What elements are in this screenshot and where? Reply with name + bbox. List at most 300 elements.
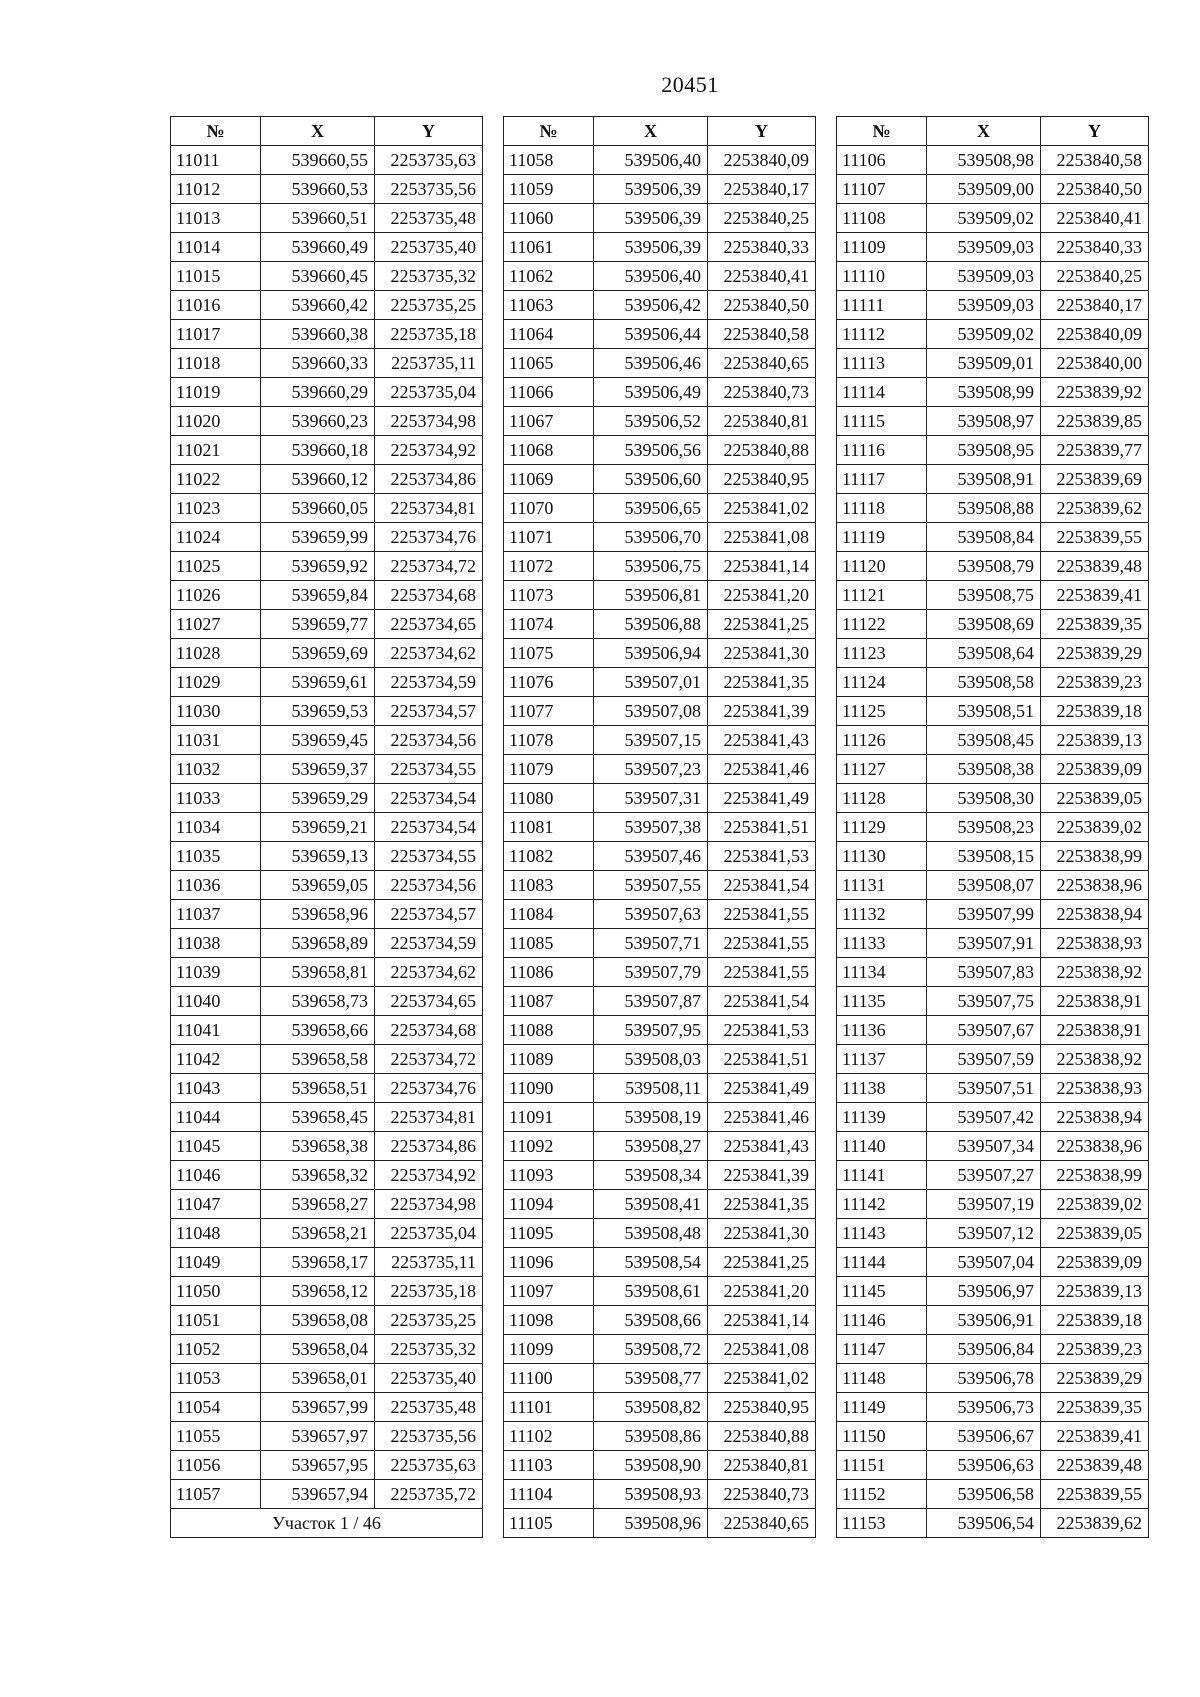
point-number-cell: 11015 xyxy=(171,262,261,291)
point-number-cell: 11057 xyxy=(171,1480,261,1509)
point-number-cell: 11048 xyxy=(171,1219,261,1248)
y-coordinate-cell: 2253735,18 xyxy=(375,1277,483,1306)
table-row xyxy=(837,523,1149,552)
y-coordinate-cell: 2253735,48 xyxy=(375,1393,483,1422)
point-number-cell: 11121 xyxy=(837,581,927,610)
point-number-cell: 11111 xyxy=(837,291,927,320)
y-coordinate-cell: 2253734,76 xyxy=(375,1074,483,1103)
table-row xyxy=(837,581,1149,610)
y-coordinate-cell: 2253839,35 xyxy=(1041,1393,1149,1422)
point-number-cell: 11022 xyxy=(171,465,261,494)
point-number-cell: 11103 xyxy=(504,1451,594,1480)
x-coordinate-cell: 539660,51 xyxy=(261,204,375,233)
x-coordinate-cell: 539508,61 xyxy=(594,1277,708,1306)
table-row xyxy=(837,697,1149,726)
point-number-cell: 11078 xyxy=(504,726,594,755)
y-coordinate-cell: 2253735,48 xyxy=(375,204,483,233)
y-coordinate-cell: 2253839,09 xyxy=(1041,755,1149,784)
table-row xyxy=(504,407,816,436)
table-row xyxy=(504,233,816,262)
x-coordinate-cell: 539506,46 xyxy=(594,349,708,378)
table-row xyxy=(504,1277,816,1306)
point-number-cell: 11030 xyxy=(171,697,261,726)
y-coordinate-cell: 2253839,48 xyxy=(1041,552,1149,581)
point-number-cell: 11115 xyxy=(837,407,927,436)
point-number-cell: 11112 xyxy=(837,320,927,349)
point-number-cell: 11039 xyxy=(171,958,261,987)
table-row xyxy=(837,668,1149,697)
y-coordinate-cell: 2253734,56 xyxy=(375,871,483,900)
point-number-cell: 11133 xyxy=(837,929,927,958)
y-coordinate-cell: 2253734,86 xyxy=(375,1132,483,1161)
y-coordinate-cell: 2253840,88 xyxy=(708,436,816,465)
y-coordinate-cell: 2253734,55 xyxy=(375,755,483,784)
y-coordinate-cell: 2253841,08 xyxy=(708,1335,816,1364)
point-number-cell: 11132 xyxy=(837,900,927,929)
table-row xyxy=(504,871,816,900)
point-number-cell: 11137 xyxy=(837,1045,927,1074)
y-coordinate-cell: 2253734,81 xyxy=(375,1103,483,1132)
point-number-cell: 11029 xyxy=(171,668,261,697)
y-coordinate-cell: 2253840,25 xyxy=(1041,262,1149,291)
y-coordinate-cell: 2253840,58 xyxy=(708,320,816,349)
point-number-cell: 11021 xyxy=(171,436,261,465)
table-row xyxy=(171,784,483,813)
y-coordinate-cell: 2253735,63 xyxy=(375,146,483,175)
table-row xyxy=(171,233,483,262)
point-number-cell: 11138 xyxy=(837,1074,927,1103)
point-number-cell: 11099 xyxy=(504,1335,594,1364)
y-coordinate-cell: 2253838,96 xyxy=(1041,1132,1149,1161)
x-coordinate-cell: 539508,91 xyxy=(927,465,1041,494)
y-coordinate-cell: 2253840,17 xyxy=(708,175,816,204)
y-coordinate-cell: 2253734,59 xyxy=(375,668,483,697)
table-row xyxy=(837,1016,1149,1045)
x-coordinate-cell: 539508,23 xyxy=(927,813,1041,842)
point-number-cell: 11085 xyxy=(504,929,594,958)
x-coordinate-cell: 539506,63 xyxy=(927,1451,1041,1480)
table-row xyxy=(171,1074,483,1103)
y-coordinate-cell: 2253841,08 xyxy=(708,523,816,552)
table-row xyxy=(837,552,1149,581)
point-number-cell: 11017 xyxy=(171,320,261,349)
point-number-cell: 11052 xyxy=(171,1335,261,1364)
x-coordinate-cell: 539658,21 xyxy=(261,1219,375,1248)
point-number-cell: 11058 xyxy=(504,146,594,175)
x-coordinate-cell: 539508,77 xyxy=(594,1364,708,1393)
y-coordinate-cell: 2253734,86 xyxy=(375,465,483,494)
x-coordinate-cell: 539506,39 xyxy=(594,233,708,262)
table-row xyxy=(171,1248,483,1277)
x-coordinate-cell: 539507,67 xyxy=(927,1016,1041,1045)
table-row xyxy=(504,784,816,813)
x-coordinate-cell: 539508,38 xyxy=(927,755,1041,784)
y-coordinate-cell: 2253839,29 xyxy=(1041,1364,1149,1393)
point-number-cell: 11073 xyxy=(504,581,594,610)
point-number-cell: 11134 xyxy=(837,958,927,987)
x-coordinate-cell: 539658,81 xyxy=(261,958,375,987)
table-row xyxy=(504,378,816,407)
y-coordinate-cell: 2253840,50 xyxy=(1041,175,1149,204)
x-coordinate-cell: 539660,33 xyxy=(261,349,375,378)
y-coordinate-cell: 2253840,73 xyxy=(708,1480,816,1509)
x-coordinate-cell: 539507,55 xyxy=(594,871,708,900)
header-row xyxy=(504,117,816,146)
point-number-cell: 11082 xyxy=(504,842,594,871)
x-coordinate-cell: 539508,66 xyxy=(594,1306,708,1335)
x-coordinate-cell: 539506,73 xyxy=(927,1393,1041,1422)
table-row xyxy=(837,1364,1149,1393)
y-coordinate-cell: 2253734,68 xyxy=(375,1016,483,1045)
x-coordinate-cell: 539506,44 xyxy=(594,320,708,349)
point-number-cell: 11091 xyxy=(504,1103,594,1132)
table-row xyxy=(171,813,483,842)
point-number-cell: 11043 xyxy=(171,1074,261,1103)
table-row xyxy=(504,1393,816,1422)
table-row xyxy=(837,175,1149,204)
x-coordinate-cell: 539508,30 xyxy=(927,784,1041,813)
x-coordinate-cell: 539506,75 xyxy=(594,552,708,581)
x-coordinate-cell: 539507,87 xyxy=(594,987,708,1016)
y-coordinate-cell: 2253839,02 xyxy=(1041,1190,1149,1219)
point-number-cell: 11084 xyxy=(504,900,594,929)
x-coordinate-cell: 539660,45 xyxy=(261,262,375,291)
point-number-cell: 11027 xyxy=(171,610,261,639)
table-row xyxy=(504,987,816,1016)
table-row xyxy=(504,1045,816,1074)
y-coordinate-cell: 2253735,11 xyxy=(375,349,483,378)
point-number-cell: 11061 xyxy=(504,233,594,262)
x-coordinate-cell: 539508,07 xyxy=(927,871,1041,900)
y-coordinate-cell: 2253840,09 xyxy=(1041,320,1149,349)
table-row xyxy=(171,320,483,349)
coordinate-table-2 xyxy=(503,116,816,1538)
table-row xyxy=(837,1306,1149,1335)
x-coordinate-cell: 539506,65 xyxy=(594,494,708,523)
x-coordinate-cell: 539658,89 xyxy=(261,929,375,958)
table-row xyxy=(171,1306,483,1335)
y-coordinate-cell: 2253839,85 xyxy=(1041,407,1149,436)
point-number-cell: 11070 xyxy=(504,494,594,523)
table-row xyxy=(504,842,816,871)
y-coordinate-cell: 2253734,57 xyxy=(375,697,483,726)
point-number-cell: 11098 xyxy=(504,1306,594,1335)
y-coordinate-cell: 2253839,48 xyxy=(1041,1451,1149,1480)
x-coordinate-cell: 539508,93 xyxy=(594,1480,708,1509)
point-number-cell: 11063 xyxy=(504,291,594,320)
point-number-cell: 11054 xyxy=(171,1393,261,1422)
y-coordinate-cell: 2253841,30 xyxy=(708,1219,816,1248)
header-x: X xyxy=(927,117,1041,146)
table-row xyxy=(171,871,483,900)
table-row xyxy=(504,1509,816,1538)
x-coordinate-cell: 539507,27 xyxy=(927,1161,1041,1190)
x-coordinate-cell: 539506,49 xyxy=(594,378,708,407)
point-number-cell: 11064 xyxy=(504,320,594,349)
table-row xyxy=(171,1190,483,1219)
point-number-cell: 11025 xyxy=(171,552,261,581)
y-coordinate-cell: 2253841,53 xyxy=(708,1016,816,1045)
y-coordinate-cell: 2253840,65 xyxy=(708,349,816,378)
y-coordinate-cell: 2253841,39 xyxy=(708,697,816,726)
x-coordinate-cell: 539508,84 xyxy=(927,523,1041,552)
point-number-cell: 11049 xyxy=(171,1248,261,1277)
y-coordinate-cell: 2253735,18 xyxy=(375,320,483,349)
point-number-cell: 11120 xyxy=(837,552,927,581)
table-row xyxy=(837,639,1149,668)
x-coordinate-cell: 539509,02 xyxy=(927,204,1041,233)
table-row xyxy=(171,436,483,465)
x-coordinate-cell: 539659,92 xyxy=(261,552,375,581)
table-row xyxy=(171,639,483,668)
table-row xyxy=(171,1335,483,1364)
table-row xyxy=(837,1190,1149,1219)
point-number-cell: 11108 xyxy=(837,204,927,233)
y-coordinate-cell: 2253839,62 xyxy=(1041,494,1149,523)
x-coordinate-cell: 539508,75 xyxy=(927,581,1041,610)
x-coordinate-cell: 539506,42 xyxy=(594,291,708,320)
x-coordinate-cell: 539508,72 xyxy=(594,1335,708,1364)
x-coordinate-cell: 539506,81 xyxy=(594,581,708,610)
point-number-cell: 11083 xyxy=(504,871,594,900)
table-row xyxy=(504,320,816,349)
y-coordinate-cell: 2253735,25 xyxy=(375,291,483,320)
table-row xyxy=(504,1161,816,1190)
table-row xyxy=(504,1074,816,1103)
point-number-cell: 11146 xyxy=(837,1306,927,1335)
point-number-cell: 11020 xyxy=(171,407,261,436)
x-coordinate-cell: 539508,90 xyxy=(594,1451,708,1480)
table-row xyxy=(504,697,816,726)
point-number-cell: 11012 xyxy=(171,175,261,204)
table-row xyxy=(171,552,483,581)
x-coordinate-cell: 539507,46 xyxy=(594,842,708,871)
y-coordinate-cell: 2253734,72 xyxy=(375,552,483,581)
table-row xyxy=(837,726,1149,755)
x-coordinate-cell: 539506,52 xyxy=(594,407,708,436)
x-coordinate-cell: 539658,17 xyxy=(261,1248,375,1277)
y-coordinate-cell: 2253839,62 xyxy=(1041,1509,1149,1538)
point-number-cell: 11067 xyxy=(504,407,594,436)
table-row xyxy=(171,610,483,639)
x-coordinate-cell: 539658,27 xyxy=(261,1190,375,1219)
x-coordinate-cell: 539657,99 xyxy=(261,1393,375,1422)
x-coordinate-cell: 539508,41 xyxy=(594,1190,708,1219)
y-coordinate-cell: 2253734,65 xyxy=(375,987,483,1016)
x-coordinate-cell: 539507,38 xyxy=(594,813,708,842)
x-coordinate-cell: 539507,63 xyxy=(594,900,708,929)
coordinate-table-1 xyxy=(170,116,483,1538)
point-number-cell: 11037 xyxy=(171,900,261,929)
x-coordinate-cell: 539660,05 xyxy=(261,494,375,523)
x-coordinate-cell: 539659,29 xyxy=(261,784,375,813)
table-row xyxy=(171,1393,483,1422)
header-x: X xyxy=(594,117,708,146)
point-number-cell: 11069 xyxy=(504,465,594,494)
y-coordinate-cell: 2253839,13 xyxy=(1041,726,1149,755)
x-coordinate-cell: 539509,03 xyxy=(927,233,1041,262)
table-row xyxy=(837,436,1149,465)
x-coordinate-cell: 539508,15 xyxy=(927,842,1041,871)
x-coordinate-cell: 539507,99 xyxy=(927,900,1041,929)
header-y: Y xyxy=(708,117,816,146)
x-coordinate-cell: 539507,91 xyxy=(927,929,1041,958)
point-number-cell: 11144 xyxy=(837,1248,927,1277)
x-coordinate-cell: 539507,34 xyxy=(927,1132,1041,1161)
y-coordinate-cell: 2253734,72 xyxy=(375,1045,483,1074)
x-coordinate-cell: 539508,95 xyxy=(927,436,1041,465)
y-coordinate-cell: 2253841,02 xyxy=(708,1364,816,1393)
point-number-cell: 11038 xyxy=(171,929,261,958)
table-row xyxy=(837,1335,1149,1364)
point-number-cell: 11089 xyxy=(504,1045,594,1074)
point-number-cell: 11079 xyxy=(504,755,594,784)
point-number-cell: 11060 xyxy=(504,204,594,233)
y-coordinate-cell: 2253839,29 xyxy=(1041,639,1149,668)
x-coordinate-cell: 539509,02 xyxy=(927,320,1041,349)
y-coordinate-cell: 2253734,62 xyxy=(375,639,483,668)
point-number-cell: 11106 xyxy=(837,146,927,175)
point-number-cell: 11044 xyxy=(171,1103,261,1132)
point-number-cell: 11045 xyxy=(171,1132,261,1161)
table-row xyxy=(504,204,816,233)
x-coordinate-cell: 539507,95 xyxy=(594,1016,708,1045)
point-number-cell: 11013 xyxy=(171,204,261,233)
point-number-cell: 11055 xyxy=(171,1422,261,1451)
x-coordinate-cell: 539659,53 xyxy=(261,697,375,726)
y-coordinate-cell: 2253841,20 xyxy=(708,1277,816,1306)
y-coordinate-cell: 2253839,55 xyxy=(1041,1480,1149,1509)
point-number-cell: 11124 xyxy=(837,668,927,697)
point-number-cell: 11066 xyxy=(504,378,594,407)
y-coordinate-cell: 2253841,54 xyxy=(708,987,816,1016)
y-coordinate-cell: 2253838,96 xyxy=(1041,871,1149,900)
x-coordinate-cell: 539508,27 xyxy=(594,1132,708,1161)
table-row xyxy=(837,610,1149,639)
header-number: № xyxy=(171,117,261,146)
x-coordinate-cell: 539658,96 xyxy=(261,900,375,929)
point-number-cell: 11142 xyxy=(837,1190,927,1219)
table-row xyxy=(837,900,1149,929)
x-coordinate-cell: 539506,97 xyxy=(927,1277,1041,1306)
point-number-cell: 11074 xyxy=(504,610,594,639)
x-coordinate-cell: 539507,51 xyxy=(927,1074,1041,1103)
x-coordinate-cell: 539508,64 xyxy=(927,639,1041,668)
point-number-cell: 11094 xyxy=(504,1190,594,1219)
table-row xyxy=(504,1335,816,1364)
table-row xyxy=(504,958,816,987)
point-number-cell: 11011 xyxy=(171,146,261,175)
table-row xyxy=(171,494,483,523)
table-row xyxy=(504,610,816,639)
point-number-cell: 11152 xyxy=(837,1480,927,1509)
table-row xyxy=(171,755,483,784)
point-number-cell: 11040 xyxy=(171,987,261,1016)
point-number-cell: 11139 xyxy=(837,1103,927,1132)
y-coordinate-cell: 2253840,65 xyxy=(708,1509,816,1538)
y-coordinate-cell: 2253734,98 xyxy=(375,1190,483,1219)
point-number-cell: 11036 xyxy=(171,871,261,900)
point-number-cell: 11110 xyxy=(837,262,927,291)
x-coordinate-cell: 539507,15 xyxy=(594,726,708,755)
table-row xyxy=(171,958,483,987)
point-number-cell: 11056 xyxy=(171,1451,261,1480)
y-coordinate-cell: 2253839,92 xyxy=(1041,378,1149,407)
y-coordinate-cell: 2253735,32 xyxy=(375,262,483,291)
y-coordinate-cell: 2253838,93 xyxy=(1041,1074,1149,1103)
table-row xyxy=(171,1422,483,1451)
x-coordinate-cell: 539658,45 xyxy=(261,1103,375,1132)
table-row xyxy=(171,581,483,610)
point-number-cell: 11109 xyxy=(837,233,927,262)
table-row xyxy=(504,900,816,929)
point-number-cell: 11122 xyxy=(837,610,927,639)
point-number-cell: 11130 xyxy=(837,842,927,871)
x-coordinate-cell: 539659,21 xyxy=(261,813,375,842)
y-coordinate-cell: 2253735,63 xyxy=(375,1451,483,1480)
x-coordinate-cell: 539659,37 xyxy=(261,755,375,784)
x-coordinate-cell: 539507,42 xyxy=(927,1103,1041,1132)
point-number-cell: 11032 xyxy=(171,755,261,784)
x-coordinate-cell: 539658,32 xyxy=(261,1161,375,1190)
y-coordinate-cell: 2253840,09 xyxy=(708,146,816,175)
y-coordinate-cell: 2253734,54 xyxy=(375,813,483,842)
x-coordinate-cell: 539658,66 xyxy=(261,1016,375,1045)
point-number-cell: 11051 xyxy=(171,1306,261,1335)
x-coordinate-cell: 539507,59 xyxy=(927,1045,1041,1074)
table-row xyxy=(171,523,483,552)
point-number-cell: 11090 xyxy=(504,1074,594,1103)
y-coordinate-cell: 2253841,02 xyxy=(708,494,816,523)
y-coordinate-cell: 2253735,04 xyxy=(375,1219,483,1248)
point-number-cell: 11041 xyxy=(171,1016,261,1045)
y-coordinate-cell: 2253735,40 xyxy=(375,233,483,262)
point-number-cell: 11028 xyxy=(171,639,261,668)
point-number-cell: 11135 xyxy=(837,987,927,1016)
table-row xyxy=(504,1190,816,1219)
y-coordinate-cell: 2253839,41 xyxy=(1041,581,1149,610)
x-coordinate-cell: 539660,55 xyxy=(261,146,375,175)
table-row xyxy=(837,1422,1149,1451)
point-number-cell: 11077 xyxy=(504,697,594,726)
table-row xyxy=(504,1248,816,1277)
x-coordinate-cell: 539507,04 xyxy=(927,1248,1041,1277)
table-row xyxy=(504,552,816,581)
y-coordinate-cell: 2253734,98 xyxy=(375,407,483,436)
table-row xyxy=(504,494,816,523)
point-number-cell: 11046 xyxy=(171,1161,261,1190)
table-row xyxy=(171,465,483,494)
point-number-cell: 11072 xyxy=(504,552,594,581)
x-coordinate-cell: 539659,77 xyxy=(261,610,375,639)
x-coordinate-cell: 539508,96 xyxy=(594,1509,708,1538)
x-coordinate-cell: 539658,38 xyxy=(261,1132,375,1161)
point-number-cell: 11104 xyxy=(504,1480,594,1509)
table-row xyxy=(837,958,1149,987)
table-row xyxy=(504,726,816,755)
point-number-cell: 11127 xyxy=(837,755,927,784)
table-row xyxy=(171,668,483,697)
x-coordinate-cell: 539660,49 xyxy=(261,233,375,262)
y-coordinate-cell: 2253841,46 xyxy=(708,755,816,784)
table-row xyxy=(837,755,1149,784)
point-number-cell: 11076 xyxy=(504,668,594,697)
table-row xyxy=(171,1219,483,1248)
point-number-cell: 11114 xyxy=(837,378,927,407)
table-row xyxy=(171,378,483,407)
x-coordinate-cell: 539508,19 xyxy=(594,1103,708,1132)
x-coordinate-cell: 539508,58 xyxy=(927,668,1041,697)
